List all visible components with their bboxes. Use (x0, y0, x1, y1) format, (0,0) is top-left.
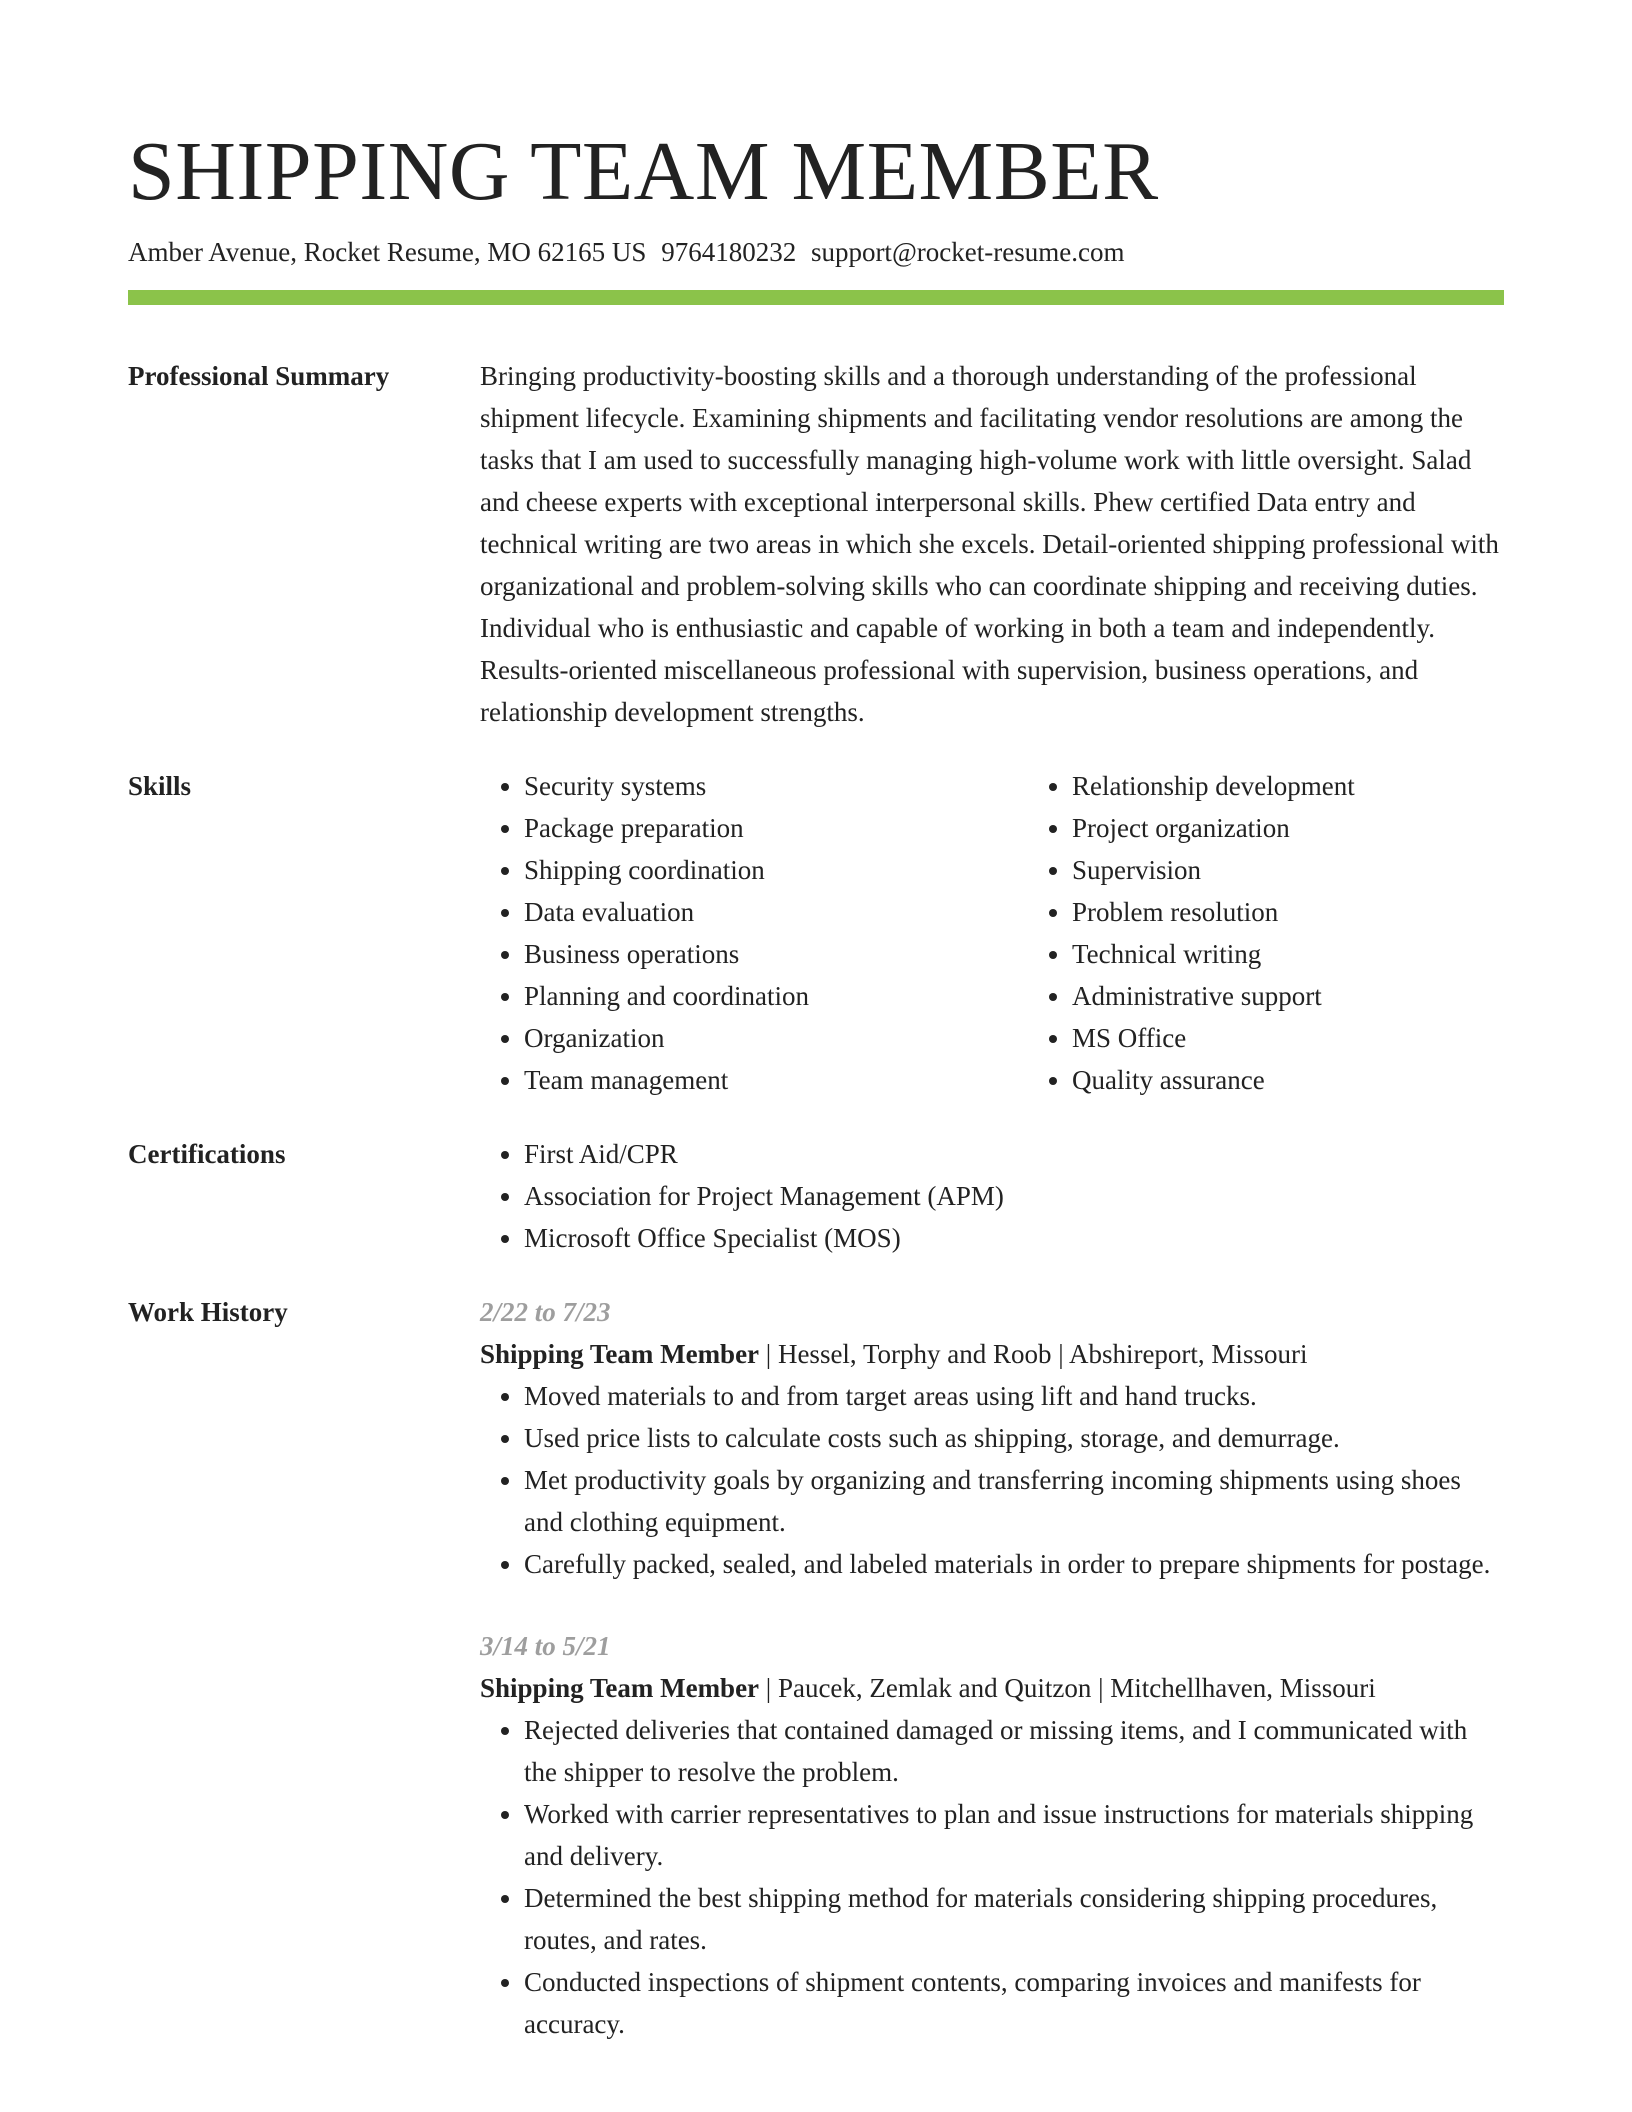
phone: 9764180232 (661, 237, 797, 267)
job-duty: • Worked with carrier representatives to plan and issue instructions for materials shipping and delivery. (524, 1793, 1504, 1877)
summary-text: Bringing productivity-boosting skills and a thorough understanding of the professional shipment lifecycle. Examining shipments and facilitating vendor resolutions are among the tasks that I am used to successfully managing high-volume work with little oversight. Salad and cheese experts with exceptional interpersonal skills. Phew certified Data entry and technical writing are two areas in which she excels. Detail-oriented shipping professional with organizational and problem-solving skills who can coordinate shipping and receiving duties. Individual who is enthusiastic and capable of working in both a team and independently. Results-oriented miscellaneous professional with supervision, business operations, and relationship development strengths. (480, 361, 1499, 727)
job-entry (480, 1291, 1504, 1585)
skills-list-left (480, 765, 1028, 1101)
job-duty: • Conducted inspections of shipment contents, comparing invoices and manifests for accuracy. (524, 1961, 1504, 2045)
skill-item: • Team management (524, 1059, 1028, 1101)
job-title: Shipping Team Member (480, 1673, 760, 1703)
job-title: Shipping Team Member (480, 1339, 760, 1369)
skill-item: • Organization (524, 1017, 1028, 1059)
job-entry (480, 1625, 1504, 2045)
skill-item: • Shipping coordination (524, 849, 1028, 891)
section-label-work-history: Work History (128, 1297, 288, 1327)
skill-item: • Package preparation (524, 807, 1028, 849)
skill-item: • Planning and coordination (524, 975, 1028, 1017)
skill-item: • Security systems (524, 765, 1028, 807)
email: support@rocket-resume.com (810, 237, 1125, 267)
job-duty: • Rejected deliveries that contained damaged or missing items, and I communicated with the shipper to resolve the problem. (524, 1709, 1504, 1793)
certification-item: • First Aid/CPR (524, 1133, 1504, 1175)
skill-item: • Administrative support (1072, 975, 1576, 1017)
job-duty: • Carefully packed, sealed, and labeled materials in order to prepare shipments for postage. (524, 1543, 1504, 1585)
address: Amber Avenue, Rocket Resume, MO 62165 US (128, 237, 647, 267)
skills-list-right (1028, 765, 1576, 1101)
certification-item: • Microsoft Office Specialist (MOS) (524, 1217, 1504, 1259)
skill-item: • MS Office (1072, 1017, 1576, 1059)
skill-item: • Business operations (524, 933, 1028, 975)
professional-summary-section (128, 355, 1504, 733)
section-label-certifications: Certifications (128, 1139, 286, 1169)
resume-page (128, 0, 1504, 2045)
job-heading (480, 1667, 1504, 1709)
skill-item: • Quality assurance (1072, 1059, 1576, 1101)
section-label-skills: Skills (128, 771, 192, 801)
job-employer-location: | Paucek, Zemlak and Quitzon | Mitchellhaven, Missouri (759, 1673, 1376, 1703)
skill-item: • Technical writing (1072, 933, 1576, 975)
job-employer-location: | Hessel, Torphy and Roob | Abshireport, Missouri (759, 1339, 1308, 1369)
job-dates: 3/14 to 5/21 (480, 1631, 611, 1661)
skill-item: • Project organization (1072, 807, 1576, 849)
skill-item: • Data evaluation (524, 891, 1028, 933)
certifications-section (128, 1133, 1504, 1259)
certifications-list (480, 1133, 1504, 1259)
skill-item: • Supervision (1072, 849, 1576, 891)
contact-line (128, 232, 1504, 272)
job-duties-list (480, 1375, 1504, 1585)
candidate-name: SHIPPING TEAM MEMBER (128, 125, 1159, 218)
job-dates: 2/22 to 7/23 (480, 1297, 611, 1327)
job-duty: • Met productivity goals by organizing and transferring incoming shipments using shoes and clothing equipment. (524, 1459, 1504, 1543)
skills-section (128, 765, 1504, 1101)
job-duty: • Used price lists to calculate costs such as shipping, storage, and demurrage. (524, 1417, 1504, 1459)
skill-item: • Problem resolution (1072, 891, 1576, 933)
job-duty: • Moved materials to and from target areas using lift and hand trucks. (524, 1375, 1504, 1417)
section-label-summary: Professional Summary (128, 361, 390, 391)
work-history-section (128, 1291, 1504, 2045)
skill-item: • Relationship development (1072, 765, 1576, 807)
job-heading (480, 1333, 1504, 1375)
job-duties-list (480, 1709, 1504, 2045)
certification-item: • Association for Project Management (APM) (524, 1175, 1504, 1217)
job-duty: • Determined the best shipping method for materials considering shipping procedures, routes, and rates. (524, 1877, 1504, 1961)
header-divider (128, 290, 1504, 305)
